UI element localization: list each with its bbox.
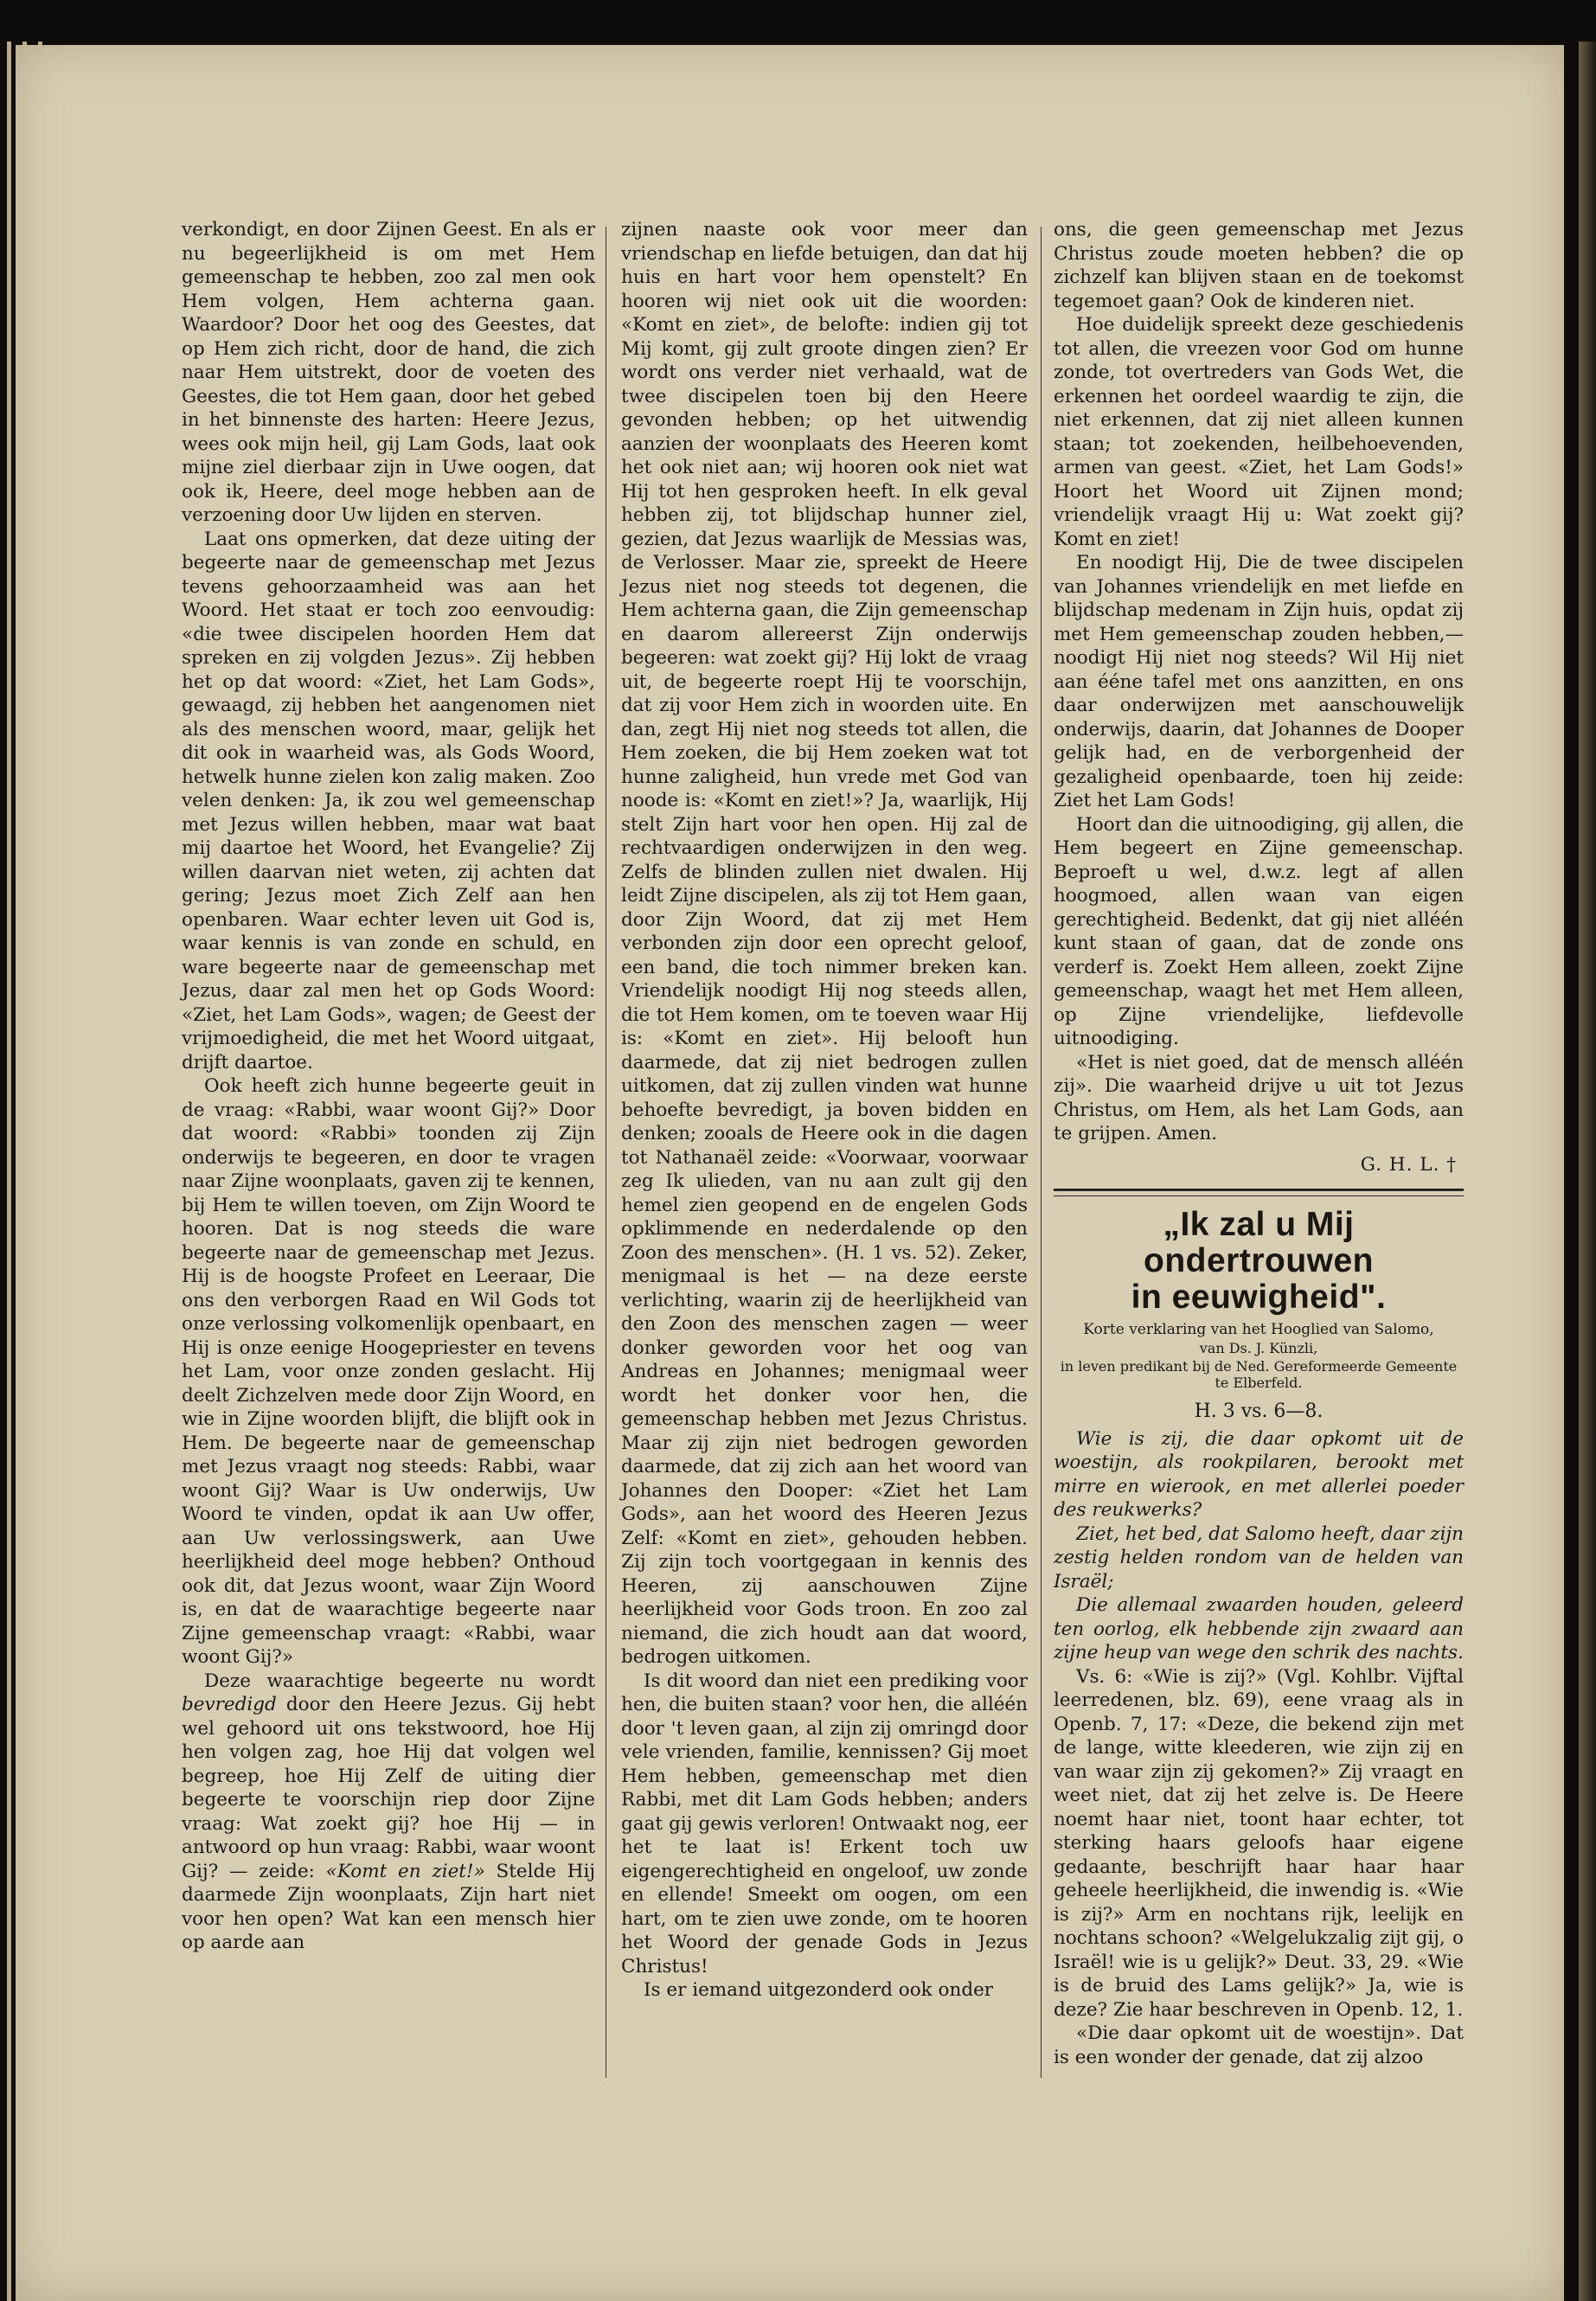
scripture-verse: Die allemaal zwaarden houden, geleerd ten oorlog, elk hebbende zijn zwaard aan zijne heup van wege den schrik des nachts. [1054, 1594, 1464, 1663]
scripture-verse: Ziet, het bed, dat Salomo heeft, daar zijn zestig helden rondom van de helden van Israël; [1054, 1522, 1464, 1593]
italic-run: bevredigd [182, 1694, 277, 1715]
paragraph: verkondigt, en door Zijnen Geest. En als er nu begeerlijkheid is om met Hem gemeenschap te hebben, zoo zal men ook Hem volgen, Hem achterna gaan. Waardoor? Door het oog des Geestes, dat op Hem zich richt, door de hand, die zich naar Hem uitstrekt, door de voeten des Geestes, die tot Hem gaan, door het gebed in het binnenste des harten: Heere Jezus, wees ook mijn heil, gij Lam Gods, laat ook mijne ziel dierbaar zijn in Uwe oogen, dat ook ik, Heere, deel moge hebben aan de verzoening door Uw lijden en sterven. [182, 219, 595, 526]
paragraph [182, 1670, 595, 1955]
paragraph: Is er iemand uitgezonderd ook onder [644, 1979, 994, 2001]
page-stack-edge [7, 42, 11, 2301]
column-divider [1041, 227, 1042, 2078]
article-title-line: in eeuwigheid". [1131, 1279, 1387, 1316]
page-edge-shadow [1579, 42, 1596, 2301]
paragraph: Is dit woord dan niet een prediking voor hen, die buiten staan? voor hen, die alléén door 't leven gaan, al zijn zij omringd door vele vrienden, familie, kennissen? Gij moet Hem hebben, gemeenschap met dien Rabbi, met dit Lam Gods hebben; anders gaat gij gewis verloren! Ontwaakt nog, eer het te laat is! Erkent toch uw eigengerechtigheid en ongeloof, uw zonde en ellende! Smeekt om oogen, om een hart, om te zien uwe zonde, om te hooren het Woord der genade Gods in Jezus Christus! [621, 1670, 1028, 1977]
column-3 [1054, 218, 1464, 2069]
article-subtitle: Korte verklaring van het Hooglied van Salomo, [1083, 1321, 1434, 1338]
paragraph: zijnen naaste ook voor meer dan vriendschap en liefde betuigen, dan dat hij huis en hart voor hem openstelt? En hooren wij niet ook uit die woorden: «Komt en ziet», de belofte: indien gij tot Mij komt, gij zult groote dingen zien? Er wordt ons verder niet verhaald, wat de twee discipelen toen bij den Heere gevonden hebben; op het uitwendig aanzien der woonplaats des Heeren komt het ook niet aan; wij hooren ook niet wat Hij tot hen gesproken heeft. In elk geval hebben zij, tot blijdschap hunner ziel, gezien, dat Jezus waarlijk de Messias was, de Verlosser. Maar zie, spreekt de Heere Jezus niet nog steeds tot degenen, die Hem achterna gaan, die Zijn gemeenschap en daarom allereerst Zijn onderwijs begeeren: wat zoekt gij? Hij lokt de vraag uit, de begeerte roept Hij te voorschijn, dat zij voor Hem zich in woorden uite. En dan, zegt Hij niet nog steeds tot allen, die Hem zoeken, die bij Hem zoeken wat tot hunne zaligheid, hun vrede met God van noode is: «Komt en ziet!»? Ja, waarlijk, Hij stelt Zijn hart voor hen open. Hij zal de rechtvaardigen onderwijzen in den weg. Zelfs de blinden zullen niet dwalen. Hij leidt Zijne discipelen, als zij tot Hem gaan, door Zijn Woord, dat zij met Hem verbonden zijn door een oprecht geloof, een band, die toch nimmer breken kan. Vriendelijk noodigt Hij nog steeds allen, die tot Hem komen, om te toeven waar Hij is: «Komt en ziet». Hij belooft hun daarmede, dat zij niet bedrogen zullen uitkomen, dat zij zullen vinden wat hunne behoefte bevredigt, ja boven bidden en denken; zooals de Heere ook in die dagen tot Nathanaël zeide: «Voorwaar, voorwaar zeg Ik ulieden, van nu aan zult gij den hemel zien geopend en de engelen Gods opklimmende en nederdalende op den Zoon des menschen». (H. 1 vs. 52). Zeker, menigmaal is het — na deze eerste verlichting, waarin zij de heerlijkheid van den Zoon des menschen zagen — weer donker geworden voor het oog van Andreas en Johannes; menigmaal weer wordt het donker voor hen, die gemeenschap hebben met Jezus Christus. Maar zij zijn niet bedrogen geworden daarmede, dat zij zich aan het woord van Johannes den Dooper: «Ziet het Lam Gods», aan het woord des Heeren Jezus Zelf: «Komt en ziet», gehouden hebben. Zij zijn toch voortgegaan in kennis des Heeren, zij aanschouwen Zijne heerlijkheid voor Gods troon. En zoo zal niemand, die zich houdt aan dat woord, bedrogen uitkomen. [621, 219, 1028, 1668]
italic-run: «Komt en ziet!» [325, 1860, 485, 1882]
text-run: Deze waarachtige begeerte nu wordt [204, 1670, 595, 1692]
scripture-verse: Wie is zij, die daar opkomt uit de woestijn, als rookpilaren, berookt met mirre en wierook, en met allerlei poeder des reukwerks? [1054, 1427, 1464, 1521]
chapter-reference: H. 3 vs. 6—8. [1194, 1400, 1324, 1422]
paragraph: «Die daar opkomt uit de woestijn». Dat is een wonder der genade, dat zij alzoo [1054, 2022, 1464, 2068]
paragraph: Hoort dan die uitnoodiging, gij allen, die Hem begeert en Zijne gemeenschap. Beproeft u wel, d.w.z. legt af allen hoogmoed, allen waan van eigen gerechtigheid. Bedenkt, dat gij niet alléén kunt staan of gaan, dat de zonde ons verderf is. Zoekt Hem alleen, zoekt Zijne gemeenschap, waagt het met Hem alleen, op Zijne vriendelijke, liefdevolle uitnoodiging. [1054, 813, 1464, 1049]
article-author: van Ds. J. Künzli, [1199, 1340, 1318, 1356]
column-1 [182, 218, 595, 1955]
article-title-line: „Ik zal u Mij ondertrouwen [1144, 1206, 1374, 1279]
paragraph: Vs. 6: «Wie is zij?» (Vgl. Kohlbr. Vijftal leerredenen, blz. 69), eene vraag als in Openb. 7, 17: «Deze, die bekend zijn met de lange, witte kleederen, wie zijn zij en van waar zijn zij gekomen?» Zij vraagt en weet niet, dat zij het zelve is. De Heere noemt haar niet, toont haar echter, tot sterking haars geloofs haar eigene gedaante, beschrijft haar haar haar geheele heerlijkheid, die inwendig is. «Wie is zij?» Arm en nochtans rijk, leelijk en nochtans schoon? «Welgelukzalig zijt gij, o Israël! wie is u gelijk?» Deut. 33, 29. «Wie is de bruid des Lams gelijk?» Ja, wie is deze? Zie haar beschreven in Openb. 12, 1. [1054, 1665, 1464, 2021]
paragraph: En noodigt Hij, Die de twee discipelen van Johannes vriendelijk en met liefde en blijdschap medenam in Zijn huis, opdat zij met Hem gemeenschap zouden hebben,— noodigt Hij niet nog steeds? Wil Hij niet aan ééne tafel met ons aanzitten, en ons daar onderwijzen met aanschouwelijk onderwijs, daarin, dat Johannes de Dooper gelijk had, en de verborgenheid der gezaligheid openbaarde, toen hij zeide: Ziet het Lam Gods! [1054, 552, 1464, 811]
paragraph: ons, die geen gemeenschap met Jezus Christus zoude moeten hebben? die op zichzelf kan blijven staan en de toekomst tegemoet gaan? Ook de kinderen niet. [1054, 219, 1464, 312]
text-run: Stelde Hij daarmede Zijn woonplaats, Zijn hart niet voor hen open? Wat kan een mensch hier op aarde aan [182, 1860, 595, 1953]
paragraph: Laat ons opmerken, dat deze uiting der begeerte naar de gemeenschap met Jezus tevens gehoorzaamheid was aan het Woord. Het staat er toch zoo eenvoudig: «die twee discipelen hoorden Hem dat spreken en zij volgden Jezus». Zij hebben het op dat woord: «Ziet, het Lam Gods», gewaagd, zij hebben het aangenomen niet als des menschen woord, maar, gelijk het dit ook in waarheid was, als Gods Woord, hetwelk hunne zielen kon zalig maken. Zoo velen denken: Ja, ik zou wel gemeenschap met Jezus willen hebben, maar wat baat mij daartoe het Woord, het Evangelie? Zij willen daarvan niet weten, zij achten dat gering; Jezus moet Zich Zelf aan hen openbaren. Waar echter leven uit God is, waar kennis is van zonde en schuld, en ware begeerte naar de gemeenschap met Jezus, daar zal men het op Gods Woord: «Ziet, het Lam Gods», wagen; de Geest der vrijmoedigheid, die met het Woord uitgaat, drijft daartoe. [182, 528, 595, 1074]
section-divider [1054, 1189, 1464, 1196]
paragraph: Hoe duidelijk spreekt deze geschiedenis tot allen, die vreezen voor God om hunne zonde, tot overtreders van Gods Wet, die erkennen het oordeel waardig te zijn, die niet erkennen, dat zij niet alleen kunnen staan; tot zoekenden, heilbehoevenden, armen van geest. «Ziet, het Lam Gods!» Hoort het Woord uit Zijnen mond; vriendelijk vraagt Hij u: Wat zoekt gij? Komt en ziet! [1054, 314, 1464, 550]
article-title [1054, 1207, 1464, 1316]
text-run: door den Heere Jezus. Gij hebt wel gehoord uit ons tekstwoord, hoe Hij hen volgen zag, hoe Hij dat volgen wel begreep, hoe Hij Zelf de uiting dier begeerte te voorschijn riep door Zijne vraag: Wat zoekt gij? hoe Hij — in antwoord op hun vraag: Rabbi, waar woont Gij? — zeide: [182, 1694, 595, 1882]
author-signature: G. H. L. † [1360, 1153, 1457, 1176]
article-author-note: in leven predikant bij de Ned. Gereformeerde Gemeente te Elberfeld. [1060, 1358, 1458, 1391]
paragraph: «Het is niet goed, dat de mensch alléén zij». Die waarheid drijve u uit tot Jezus Christus, om Hem, als het Lam Gods, aan te grijpen. Amen. [1054, 1051, 1464, 1144]
paragraph: Ook heeft zich hunne begeerte geuit in de vraag: «Rabbi, waar woont Gij?» Door dat woord: «Rabbi» toonden zij Zijn onderwijs te begeeren, en door te vragen naar Zijne woonplaats, gaven zij te kennen, bij Hem te willen toeven, om Zijn Woord te hooren. Dat is nog steeds die ware begeerte naar de gemeenschap met Jezus. Hij is de hoogste Profeet en Leeraar, Die ons den verborgen Raad en Wil Gods tot onze verlossing volkomenlijk openbaart, en Hij is onze eenige Hoogepriester en tevens het Lam, voor onze zonden geslacht. Hij deelt Zichzelven mede door Zijn Woord, en wie in Zijne woorden blijft, die blijft ook in Hem. De begeerte naar de gemeenschap met Jezus vraagt nog steeds: Rabbi, waar woont Gij? Waar is Uw onderwijs, Uw Woord te vinden, opdat ik aan Uw offer, aan Uw verlossingswerk, aan Uwe heerlijkheid deel moge hebben? Onthoud ook dit, dat Jezus woont, waar Zijn Woord is, en dat de waarachtige begeerte naar Zijne gemeenschap vraagt: «Rabbi, waar woont Gij?» [182, 1075, 595, 1668]
column-2 [621, 218, 1028, 2003]
